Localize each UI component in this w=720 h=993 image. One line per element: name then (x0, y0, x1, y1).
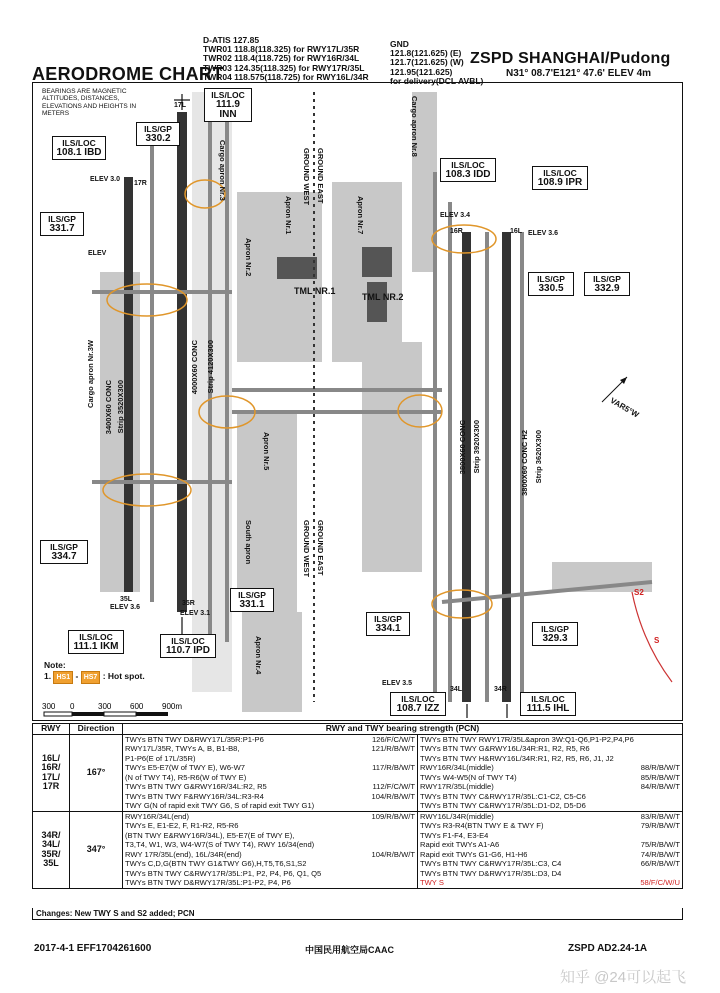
elev-label: ELEV 3.0 (90, 176, 120, 183)
boundary-label: GROUND EAST (316, 148, 325, 204)
pcn-row (125, 754, 415, 764)
strip-label: Strip 4120X300 (206, 340, 215, 394)
elev-label: ELEV 3.6 (528, 230, 558, 237)
pcn-item: RWY17R/35L(middle) (420, 782, 494, 791)
pcn-item: T3,T4, W1, W3, W4-W7(S of TWY T4), RWY 16/34(end) (125, 840, 315, 849)
pcn-row (125, 840, 415, 850)
airport-code: ZSPD SHANGHAI/Pudong (470, 50, 671, 67)
boundary-label: GROUND WEST (302, 148, 311, 206)
frequency-line: TWR02 118.4(118.725) for RWY16R/34L (203, 53, 360, 64)
pcn-value: 83/R/B/W/T (640, 811, 680, 821)
pcn-row (420, 801, 680, 811)
strip-label: Strip 3620X300 (534, 430, 543, 484)
pcn-row (420, 782, 680, 792)
pcn-row (420, 840, 680, 850)
apron-label: Cargo apron Nr.8 (410, 96, 419, 157)
pcn-value: 104/R/B/W/T (371, 849, 415, 859)
rwy-group-1: 16L/ 16R/ 17L/ 17R (33, 734, 70, 811)
pcn-value: 74/R/B/W/T (640, 849, 680, 859)
elev-label: ELEV 3.6 (110, 604, 140, 611)
pcn-item: TWYs W4-W5(N of TWY T4) (420, 772, 517, 782)
pcn-row (420, 754, 680, 764)
frequency-line: 121.8(121.625) (E) (390, 48, 462, 59)
pcn-item: RWY16R/34L(end) (125, 811, 190, 821)
pcn-item: TWYs R3-R4(BTN TWY E & TWY F) (420, 821, 544, 830)
pcn-item: TWYs BTN TWY F&RWY16R/34L:R3-R4 (125, 791, 264, 801)
taxiway-s (632, 592, 672, 682)
pcn-value: 79/R/B/W/T (640, 821, 680, 830)
pcn-item: Rapid exit TWYs G1-G6, H1-H6 (420, 849, 528, 859)
pcn-item: TWYs BTN TWY D&RWY17R/35L:D3, D4 (420, 868, 562, 878)
elev-label: ELEV (88, 250, 107, 257)
pcn-value: 66/R/B/W/T (640, 859, 680, 868)
pcn-row (420, 812, 680, 822)
frequency-line: GND (390, 39, 409, 49)
gp-3302-box: ILS/GP 330.2 (136, 122, 180, 146)
pcn-row (420, 744, 680, 754)
table-title: RWY and TWY bearing strength (PCN) (123, 724, 683, 735)
pcn-item: TWYs E, E1-E2, F, R1-R2, R5-R6 (125, 821, 239, 830)
pcn-item: RWY 17R/35L(end), 16L/34R(end) (125, 849, 242, 859)
pcn-row (420, 831, 680, 841)
pcn-row (420, 869, 680, 879)
gp-3311-box: ILS/GP 331.1 (230, 588, 274, 612)
elev-label: ELEV 3.1 (180, 610, 210, 617)
scale-tick: 300 (98, 702, 112, 711)
pcn-item: (BTN TWY E&RWY16R/34L), E5-E7(E of TWY E), (125, 830, 295, 840)
apron-label: Cargo apron Nr.3W (86, 340, 95, 408)
pcn-item: TWYs BTN TWY G&RWY16L/34R:R1, R2, R5, R6 (420, 744, 590, 753)
direction-group-1: 167° (70, 734, 123, 811)
ils-izz-box: ILS/LOC 108.7 IZZ (390, 692, 446, 716)
frequency-line: 121.7(121.625) (W) (390, 57, 464, 68)
pcn-item: TWYs BTN TWY RWY17R/35L&apron 3W:Q1-Q6,P1-P2,P4,P6 (420, 734, 634, 744)
ils-inn-box: ILS/LOC 111.9 INN (204, 88, 252, 122)
pcn-item: TWYs C,D,G(BTN TWY G1&TWY G6),H,T5,T6,S1,S2 (125, 859, 307, 868)
pcn-row (125, 831, 415, 841)
pcn-row (125, 782, 415, 792)
authority: 中国民用航空局CAAC (305, 945, 394, 955)
pcn-item: P1-P6(E of 17L/35R) (125, 753, 196, 763)
runway-label: 16R (450, 228, 463, 235)
pcn-value: 88/R/B/W/T (640, 763, 680, 772)
pcn-item: RWY17L/35R, TWYs A, B, B1-B8, (125, 744, 240, 753)
elev-label: ELEV 3.4 (440, 212, 470, 219)
pcn-left-2 (123, 811, 418, 888)
rwy-group-2: 34R/ 34L/ 35R/ 35L (33, 811, 70, 888)
changes-note: Changes: New TWY S and S2 added; PCN (32, 908, 683, 920)
frequency-line: TWR04 118.575(118.725) for RWY16L/34R (203, 71, 369, 82)
pcn-value: 75/R/B/W/T (640, 840, 680, 849)
pcn-item: RWY16L/34R(middle) (420, 811, 494, 821)
pcn-table (32, 723, 683, 889)
pcn-row (125, 801, 415, 811)
runway-dimension: 3800X60 CONC H2 (520, 430, 529, 496)
pcn-item: TWYs E5-E7(W of TWY E), W6-W7 (125, 763, 245, 772)
scale-tick: 900m (162, 702, 183, 711)
gp-3305-box: ILS/GP 330.5 (528, 272, 574, 296)
pcn-value: 84/R/B/W/T (640, 782, 680, 791)
pcn-row (125, 773, 415, 783)
ils-ihl-box: ILS/LOC 111.5 IHL (520, 692, 576, 716)
pcn-item: (N of TWY T4), R5-R6(W of TWY E) (125, 772, 247, 782)
ils-idd-box: ILS/LOC 108.3 IDD (440, 158, 496, 182)
pcn-value: 104/R/B/W/T (371, 791, 415, 801)
pcn-row (420, 792, 680, 802)
pcn-item: TWYs BTN TWY H&RWY16L/34R:R1, R2, R5, R6, J1, J2 (420, 753, 614, 763)
magnetic-variation: VAR5°W (608, 395, 641, 420)
apron-label: Apron Nr.2 (244, 238, 253, 277)
pcn-row (125, 821, 415, 831)
bearing-notes: BEARINGS ARE MAGNETIC ALTITUDES, DISTANCES, ELEVATIONS AND HEIGHTS IN METERS (42, 88, 137, 118)
ils-ikm-box: ILS/LOC 111.1 IKM (68, 630, 124, 654)
runway-dimension: 4000X60 CONC (190, 340, 199, 395)
airport-coordinates: N31° 08.7'E121° 47.6' ELEV 4m (506, 68, 652, 79)
gp-3317-box: ILS/GP 331.7 (40, 212, 84, 236)
pcn-row (420, 821, 680, 831)
pcn-item: TWYs BTN TWY C&RWY17R/35L:C3, C4 (420, 859, 562, 868)
scale-tick: 600 (130, 702, 144, 711)
scale-tick: 0 (70, 702, 75, 711)
gp-3329-box: ILS/GP 332.9 (584, 272, 630, 296)
runway-dimension: 3400X60 CONC (104, 380, 113, 435)
pcn-row (420, 859, 680, 869)
col-rwy: RWY (33, 724, 70, 735)
apron-label: South apron (244, 520, 253, 565)
apron-label: Apron Nr.1 (284, 196, 293, 235)
pcn-item: TWYs BTN TWY C&RWY17R/35L:C1-C2, C5-C6 (420, 791, 586, 801)
pcn-value: 121/R/B/W/T (371, 744, 415, 753)
runway-label: 16L (510, 228, 523, 235)
pcn-item: TWY G(N of rapid exit TWY G6, S of rapid exit TWY G1) (125, 801, 315, 810)
runway-label: 34R (494, 686, 507, 693)
pcn-item: Rapid exit TWYs A1-A6 (420, 840, 500, 849)
pcn-right-1 (418, 734, 683, 811)
pcn-row (125, 763, 415, 773)
runway-label: 17L (174, 102, 187, 109)
watermark: 知乎 @24可以起飞 (560, 969, 687, 986)
pcn-item: TWYs BTN TWY C&RWY17R/35L:D1-D2, D5-D6 (420, 801, 586, 810)
hot-spot-note: Note: 1. HS1 - HS7 : Hot spot. (44, 660, 145, 684)
pcn-row (125, 850, 415, 860)
pcn-value: 126/F/C/W/T (371, 734, 415, 744)
pcn-row (125, 878, 415, 888)
pcn-value: 112/F/C/W/T (372, 782, 415, 791)
elev-label: ELEV 3.5 (382, 680, 412, 687)
pcn-item: TWYs F1-F4, E3-E4 (420, 830, 489, 840)
gp-3293-box: ILS/GP 329.3 (532, 622, 578, 646)
gp-3347-box: ILS/GP 334.7 (40, 540, 88, 564)
ils-ibd-box: ILS/LOC 108.1 IBD (52, 136, 106, 160)
runway-16l-34r (502, 232, 511, 702)
pcn-left-1 (123, 734, 418, 811)
pcn-right-2 (418, 811, 683, 888)
pcn-value: 58/F/C/W/U (640, 878, 680, 887)
direction-group-2: 347° (70, 811, 123, 888)
runway-label: 35L (120, 596, 133, 603)
pcn-row (125, 869, 415, 879)
page-reference: ZSPD AD2.24-1A (568, 943, 648, 954)
scale-tick: 300 (42, 702, 56, 711)
pcn-item: TWYs BTN TWY C&RWY17R/35L:P1, P2, P4, P6, Q1, Q5 (125, 868, 322, 878)
pcn-row (125, 792, 415, 802)
runway-dimension: 3800X60 CONC (458, 420, 467, 475)
pcn-row (125, 744, 415, 754)
pcn-item: TWYs BTN TWY D&RWY17L/35R:P1-P6 (125, 734, 264, 744)
runway-label: 35R (182, 600, 195, 607)
gp-3341-box: ILS/GP 334.1 (366, 612, 410, 636)
pcn-item: TWY S (420, 878, 444, 887)
apron-label: Apron Nr.5 (262, 432, 271, 471)
pcn-item: RWY16R/34L(middle) (420, 763, 494, 772)
taxiway-s-label: S (654, 636, 660, 645)
frequency-line: D-ATIS 127.85 (203, 35, 260, 45)
ils-ipd-box: ILS/LOC 110.7 IPD (160, 634, 216, 658)
terminal-label: TML NR.1 (294, 286, 336, 296)
apron-label: Cargo apron Nr.3 (218, 140, 227, 201)
pcn-row (420, 850, 680, 860)
frequency-line: TWR01 118.8(118.325) for RWY17L/35R (203, 44, 360, 55)
tower-frequencies (203, 36, 369, 82)
pcn-row (420, 773, 680, 783)
taxiway-s2-label: S2 (634, 588, 644, 597)
pcn-row (125, 859, 415, 869)
runway-17r-35l (124, 177, 133, 592)
chart-title: AERODROME CHART (32, 64, 224, 84)
strip-label: Strip 3920X300 (472, 420, 481, 474)
runway-17l-35r (177, 112, 187, 612)
pcn-value: 85/R/B/W/T (640, 772, 680, 782)
boundary-label: GROUND WEST (302, 520, 311, 578)
frequency-line: for delivery(DCL AVBL) (390, 75, 484, 86)
effective-date: 2017-4-1 EFF1704261600 (34, 943, 152, 954)
strip-label: Strip 3520X300 (116, 380, 125, 434)
pcn-value: 117/R/B/W/T (372, 763, 415, 772)
pcn-item: TWYs BTN TWY D&RWY17R/35L:P1-P2, P4, P6 (125, 878, 291, 887)
scale-bar (40, 700, 200, 718)
ils-ipr-box: ILS/LOC 108.9 IPR (532, 166, 588, 190)
pcn-item: TWYs BTN TWY G&RWY16R/34L:R2, R5 (125, 782, 267, 791)
pcn-row (420, 735, 680, 745)
col-direction: Direction (70, 724, 123, 735)
runway-label: 17R (134, 180, 147, 187)
apron-label: Apron Nr.7 (356, 196, 365, 235)
pcn-row (420, 763, 680, 773)
pcn-row (420, 878, 680, 888)
apron-label: Apron Nr.4 (254, 636, 263, 675)
terminal-label: TML NR.2 (362, 292, 404, 302)
runway-label: 34L (450, 686, 463, 693)
pcn-value: 109/R/B/W/T (371, 811, 415, 821)
pcn-row (125, 812, 415, 822)
boundary-label: GROUND EAST (316, 520, 325, 576)
frequency-line: 121.95(121.625) (390, 66, 453, 77)
frequency-line: TWR03 124.35(118.325) for RWY17R/35L (203, 62, 365, 73)
pcn-row (125, 735, 415, 745)
